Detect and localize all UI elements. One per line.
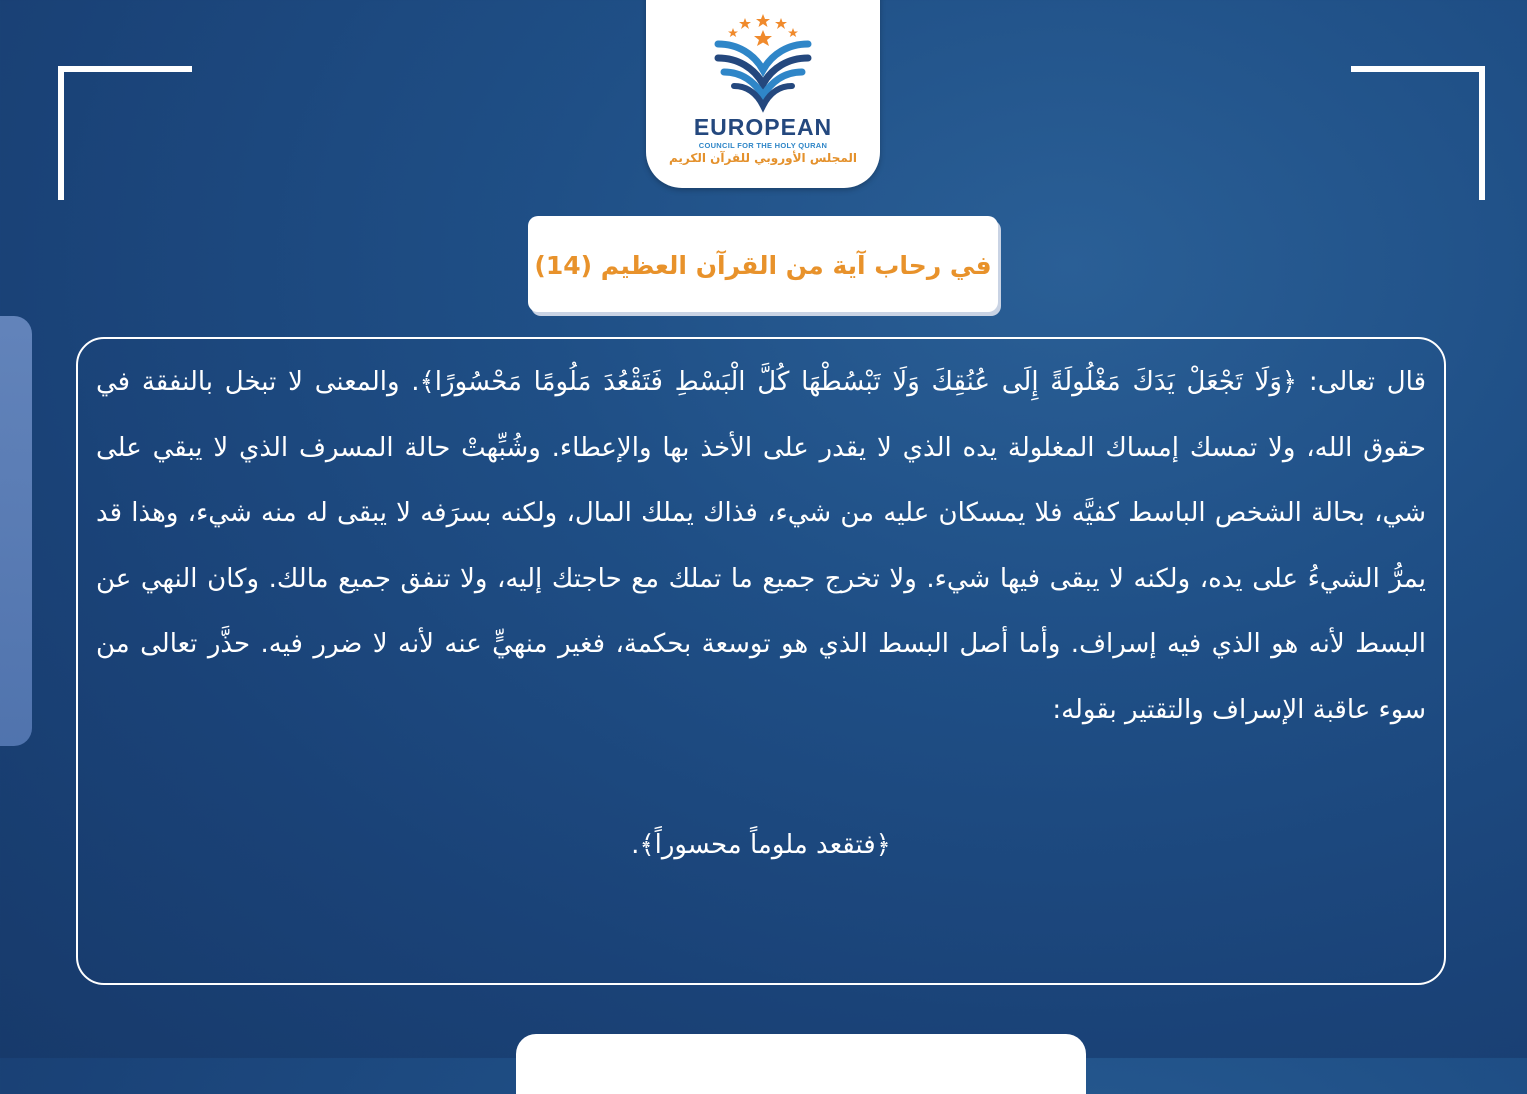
title-box <box>528 216 998 312</box>
closing-verse: ﴿فتقعد ملوماً محسوراً﴾. <box>631 830 891 860</box>
bottom-tab <box>516 1034 1086 1094</box>
page-title: في رحاب آية من القرآن العظيم (14) <box>534 251 992 280</box>
corner-bracket-left <box>58 66 192 200</box>
logo-brand-text: EUROPEAN <box>693 114 833 140</box>
side-tab <box>0 316 32 746</box>
logo-arabic-name: المجلس الأوروبي للقرآن الكريم <box>668 151 858 165</box>
logo-subtitle-text: COUNCIL FOR THE HOLY QURAN <box>698 141 828 150</box>
body-paragraph: قال تعالى: ﴿وَلَا تَجْعَلْ يَدَكَ مَغْلُولَةً إِلَى عُنُقِكَ وَلَا تَبْسُطْهَا كُلَّ الْبَسْطِ فَتَقْعُدَ مَلُومًا مَحْسُورًا﴾. والمعنى لا تبخل بالنفقة في حقوق الله، ولا تمسك إمساك المغلولة يده الذي لا يقدر على الأخذ بها والإعطاء. وشُبِّهتْ حالة المسرف الذي لا يبقي على شي، بحالة الشخص الباسط كفيَّه فلا يمسكان عليه من شيء، فذاك يملك المال، ولكنه بسرَفه لا يبقى له منه شيء، وهذا قد يمرُّ الشيءُ على يده، ولكنه لا يبقى فيها شيء. ولا تخرج جميع ما تملك مع حاجتك إليه، ولا تنفق جميع مالك. وكان النهي عن البسط لأنه هو الذي فيه إسراف. وأما أصل البسط الذي هو توسعة بحكمة، فغير منهيٍّ عنه لأنه لا ضرر فيه. حذَّر تعالى من سوء عاقبة الإسراف والتقتير بقوله: <box>96 367 1426 725</box>
logo-emblem-icon <box>710 14 816 114</box>
logo-card <box>646 0 880 188</box>
corner-bracket-right <box>1351 66 1485 200</box>
